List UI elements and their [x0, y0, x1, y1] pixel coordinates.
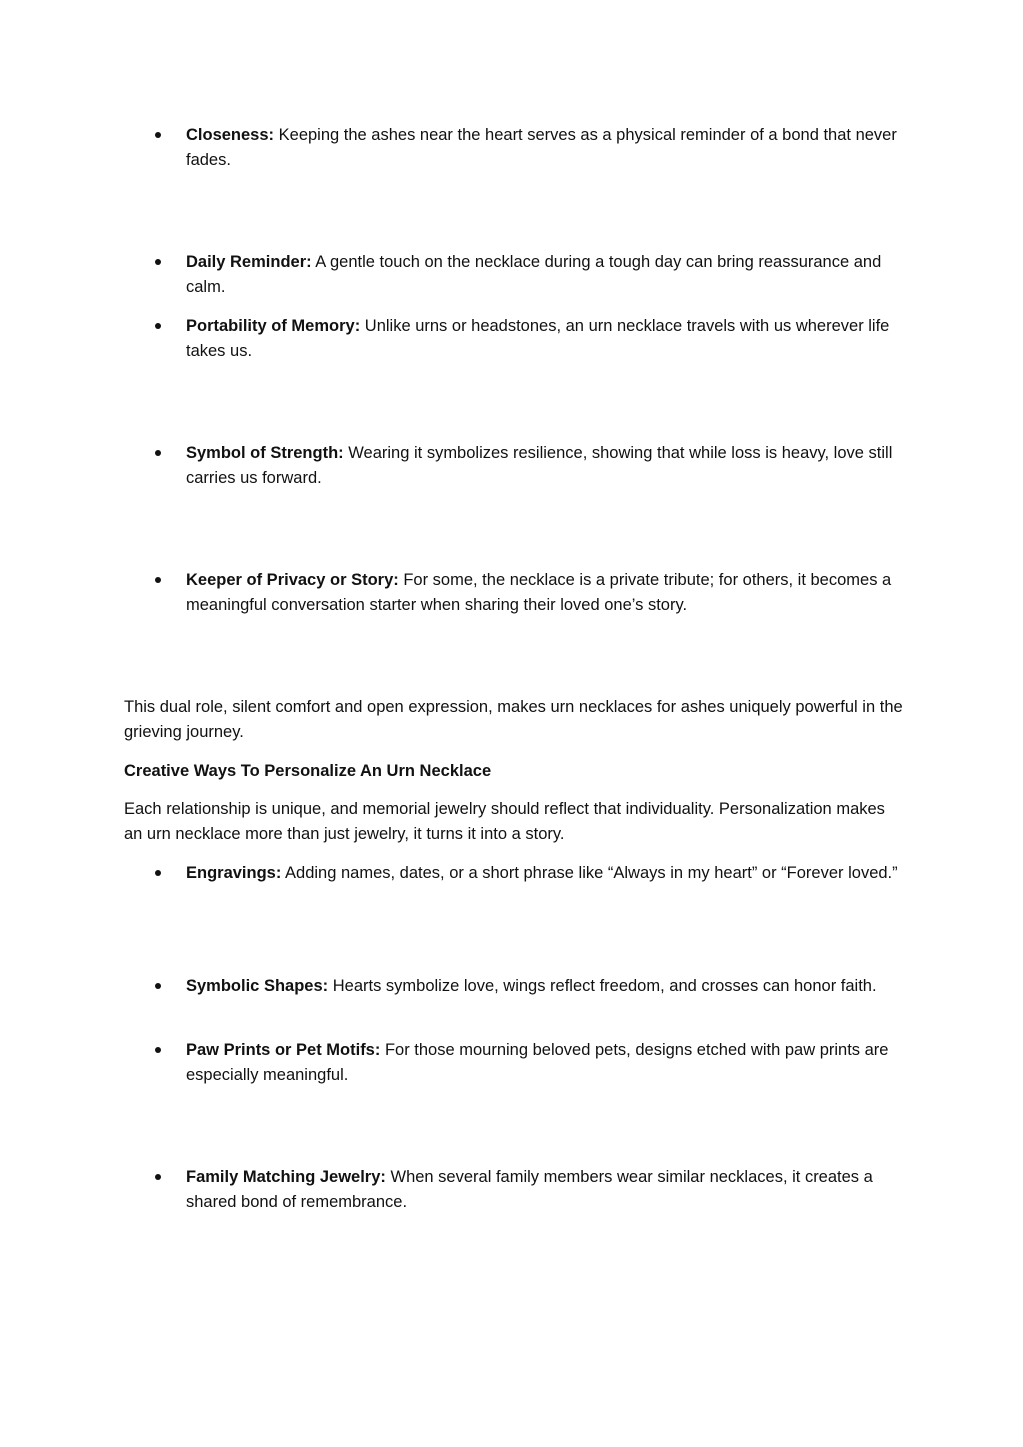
list-item-keeper-of-privacy: [155, 568, 900, 618]
list-item-family-matching: [155, 1165, 900, 1215]
list-item-text: [186, 123, 900, 173]
list-item-term: Engravings:: [186, 864, 282, 882]
list-item-term: Symbolic Shapes:: [186, 977, 329, 995]
list-item-desc: Adding names, dates, or a short phrase like “Always in my heart” or “Forever loved.”: [281, 864, 898, 882]
list-item-text: [186, 1165, 900, 1215]
paragraph-dual-role: This dual role, silent comfort and open expression, makes urn necklaces for ashes uniquely powerful in the grieving journey.: [124, 698, 903, 741]
list-item-text: [186, 250, 900, 300]
list-item-text: [186, 1038, 900, 1088]
list-item-daily-reminder: [155, 250, 900, 300]
list-item-text: [186, 314, 900, 364]
list-item-desc: Unlike urns or headstones, an urn necklace travels with us wherever life takes us.: [186, 317, 890, 360]
bullet-dot: [155, 1174, 161, 1180]
list-item-term: Closeness:: [186, 126, 275, 144]
list-item-symbol-of-strength: [155, 441, 900, 491]
list-item-engravings: [155, 861, 900, 886]
list-item-term: Keeper of Privacy or Story:: [186, 571, 399, 589]
list-item-desc: When several family members wear similar necklaces, it creates a shared bond of remembrance.: [186, 1168, 873, 1211]
bullet-dot: [155, 323, 161, 329]
list-item-term: Symbol of Strength:: [186, 444, 344, 462]
list-item-term: Portability of Memory:: [186, 317, 361, 335]
list-item-desc: For some, the necklace is a private tribute; for others, it becomes a meaningful conversation starter when sharing their loved one’s story.: [186, 571, 892, 614]
bullet-dot: [155, 132, 161, 138]
list-item-closeness: [155, 123, 900, 173]
list-item-text: [186, 568, 900, 618]
list-item-desc: Hearts symbolize love, wings reflect freedom, and crosses can honor faith.: [328, 977, 877, 995]
bullet-dot: [155, 259, 161, 265]
bullet-dot: [155, 983, 161, 989]
list-item-paw-prints: [155, 1038, 900, 1088]
list-item-text: [186, 861, 900, 886]
bullet-dot: [155, 1047, 161, 1053]
list-item-term: Paw Prints or Pet Motifs:: [186, 1041, 381, 1059]
list-item-term: Family Matching Jewelry:: [186, 1168, 386, 1186]
list-item-desc: A gentle touch on the necklace during a tough day can bring reassurance and calm.: [186, 253, 882, 296]
list-item-desc: For those mourning beloved pets, designs etched with paw prints are especially meaningful.: [186, 1041, 889, 1084]
list-item-desc: Wearing it symbolizes resilience, showing that while loss is heavy, love still carries us forward.: [186, 444, 893, 487]
list-item-text: [186, 974, 900, 999]
list-item-term: Daily Reminder:: [186, 253, 312, 271]
bullet-dot: [155, 577, 161, 583]
bullet-dot: [155, 450, 161, 456]
bullet-dot: [155, 870, 161, 876]
paragraph-personalization: Each relationship is unique, and memorial jewelry should reflect that individuality. Personalization makes an urn necklace more than just jewelry, it turns it into a story.: [124, 800, 885, 843]
section-heading: Creative Ways To Personalize An Urn Necklace: [124, 762, 492, 780]
list-item-symbolic-shapes: [155, 974, 900, 999]
list-item-text: [186, 441, 900, 491]
list-item-desc: Keeping the ashes near the heart serves as a physical reminder of a bond that never fades.: [186, 126, 897, 169]
list-item-portability: [155, 314, 900, 364]
